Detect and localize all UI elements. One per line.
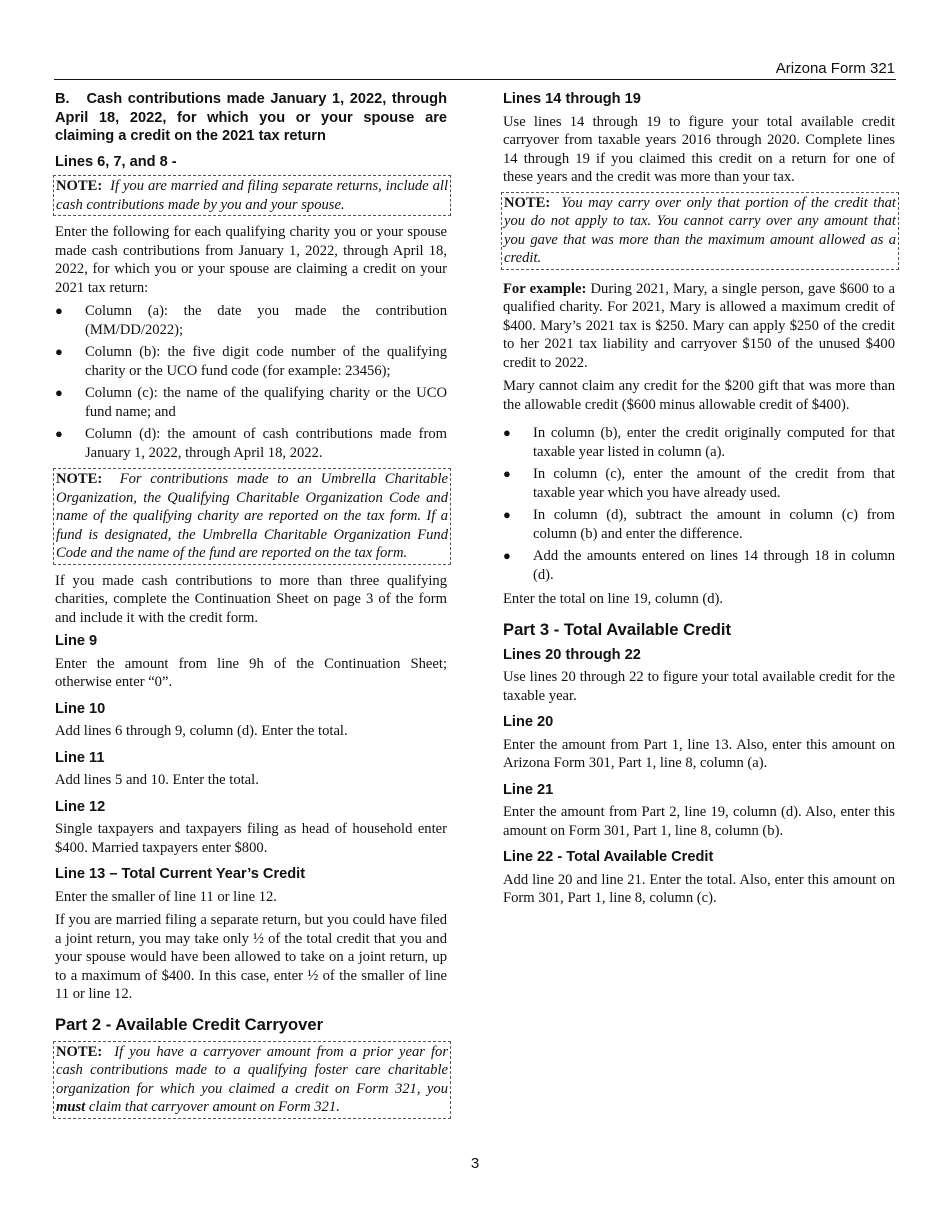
line-10-heading: Line 10 [55, 700, 106, 717]
bullet-icon: ● [503, 507, 511, 522]
line-20-text: Enter the amount from Part 1, line 13. Also, enter this amount on Arizona Form 301, Part 1, line 8, column (a). [503, 736, 895, 771]
lines-6-8-heading: Lines 6, 7, and 8 - [55, 153, 177, 170]
left-column [55, 90, 447, 1126]
note-label: NOTE: [504, 194, 551, 211]
continuation-sheet-text: If you made cash contributions to more than three qualifying charities, complete the Continuation Sheet on page 3 of the form and include it with the credit form. [55, 572, 447, 626]
lines-20-22-heading: Lines 20 through 22 [503, 646, 641, 663]
list-item: ● Column (c): the name of the qualifying charity or the UCO fund name; and [55, 385, 447, 420]
bullet-icon: ● [55, 344, 63, 359]
line-20-heading: Line 20 [503, 714, 554, 730]
note-carry-over-portion [501, 192, 899, 270]
lines-20-22-text: Use lines 20 through 22 to figure your total available credit for the taxable year. [503, 669, 895, 704]
bullet-icon: ● [55, 303, 63, 318]
note-text: You may carry over only that portion of the credit that you do not apply to tax. You cannot carry over any amount that you gave that was more than the maximum amount allowed as a credit. [504, 194, 896, 266]
part-2-heading: Part 2 - Available Credit Carryover [55, 1014, 324, 1034]
line-9-text: Enter the amount from line 9h of the Continuation Sheet; otherwise enter “0”. [55, 655, 447, 690]
line-22-heading: Line 22 - Total Available Credit [503, 849, 714, 865]
note-emphasis: must [56, 1099, 86, 1115]
note-umbrella-organization [53, 468, 451, 565]
list-item: ● Add the amounts entered on lines 14 through 18 in column (d). [503, 548, 895, 583]
form-title: Arizona Form 321 [775, 60, 895, 77]
note-text: If you have a carryover amount from a prior year for cash contributions made to a qualifying foster care charitable organization for which you claimed a credit on Form 321, you [56, 1043, 449, 1097]
note-label: NOTE: [56, 178, 103, 194]
note-carryover [53, 1041, 451, 1119]
bullet-icon: ● [503, 425, 511, 440]
right-column [503, 90, 895, 913]
example-text: During 2021, Mary, a single person, gave $600 to a qualified charity. For 2021, Mary is allowed a maximum credit of $400. Mary’s 2021 tax is $250. Mary can apply $250 of the credit to her 2021 tax liability and carryover $150 of the unused $400 credit to 2022. [503, 280, 895, 371]
column-instructions-list [55, 302, 447, 462]
list-item: ● Column (d): the amount of cash contributions made from January 1, 2022, through April 18, 2022. [55, 426, 447, 461]
section-b-heading: B. Cash contributions made January 1, 2022, through April 18, 2022, for which you or your spouse are claiming a credit on the 2021 tax return [55, 91, 447, 144]
line-10-text: Add lines 6 through 9, column (d). Enter the total. [55, 723, 348, 739]
line-22-text: Add line 20 and line 21. Enter the total. Also, enter this amount on Form 301, Part 1, line 8, column (c). [503, 871, 895, 906]
note-label: NOTE: [56, 1043, 103, 1060]
part-3-heading: Part 3 - Total Available Credit [503, 619, 732, 639]
lines-14-19-heading: Lines 14 through 19 [503, 91, 641, 107]
note-text: claim that carryover amount on Form 321. [88, 1099, 340, 1115]
line-19-total-text: Enter the total on line 19, column (d). [503, 591, 724, 607]
example-label: For example: [503, 280, 587, 297]
list-item: ● In column (c), enter the amount of the credit from that taxable year which you have already used. [503, 466, 895, 501]
list-item: ● Column (b): the five digit code number of the qualifying charity or the UCO fund code (for example: 23456); [55, 344, 447, 379]
line-11-heading: Line 11 [55, 749, 105, 766]
line-21-text: Enter the amount from Part 2, line 19, column (d). Also, enter this amount on Form 301, Part 1, line 8, column (b). [503, 804, 895, 839]
bullet-icon: ● [55, 385, 63, 400]
bullet-icon: ● [503, 466, 511, 481]
note-married-separate [53, 175, 451, 216]
note-label: NOTE: [56, 471, 103, 487]
line-9-heading: Line 9 [55, 633, 98, 649]
lines-6-8-intro: Enter the following for each qualifying charity you or your spouse made cash contributions from January 1, 2022, through April 18, 2022, for which you or your spouse are claiming a credit on your 2021 tax return: [55, 224, 447, 296]
line-12-heading: Line 12 [55, 798, 106, 815]
example-followup: Mary cannot claim any credit for the $200 gift that was more than the allowable credit ($600 minus allowable credit of $400). [503, 378, 895, 413]
line-13-heading: Line 13 – Total Current Year’s Credit [55, 866, 306, 882]
note-text: If you are married and filing separate returns, include all cash contributions made by you and your spouse. [56, 178, 448, 213]
lines-14-19-text: Use lines 14 through 19 to figure your total available credit carryover from taxable years 2016 through 2020. Complete lines 14 through 19 if you claimed this credit on a return for one of these years and the credit was more than your tax. [503, 113, 895, 185]
header-divider [54, 79, 896, 80]
list-item: ● In column (d), subtract the amount in column (c) from column (b) and enter the difference. [503, 507, 895, 542]
line-13-married-text: If you are married filing a separate return, but you could have filed a joint return, you may take only ½ of the total credit that you and your spouse would have been allowed to take on a joint return, up to a maximum of $400. In this case, enter ½ of the smaller of line 11 or line 12. [55, 912, 447, 1002]
note-text: For contributions made to an Umbrella Charitable Organization, the Qualifying Charitable Organization Code and name of the qualifying charity are reported on the tax form. If a fund is designated, the Umbrella Charitable Organization Fund Code and the name of the fund are reported on the tax form. [56, 471, 449, 561]
line-21-heading: Line 21 [503, 781, 554, 798]
page-number: 3 [470, 1155, 480, 1172]
line-11-text: Add lines 5 and 10. Enter the total. [55, 772, 259, 788]
carryover-instructions-list [503, 424, 895, 584]
list-item: ● Column (a): the date you made the contribution (MM/DD/2022); [55, 303, 447, 338]
list-item: ● In column (b), enter the credit originally computed for that taxable year listed in column (a). [503, 425, 895, 460]
line-13-text: Enter the smaller of line 11 or line 12. [55, 888, 277, 905]
bullet-icon: ● [503, 548, 511, 563]
example-paragraph [503, 280, 895, 373]
bullet-icon: ● [55, 426, 63, 441]
line-12-text: Single taxpayers and taxpayers filing as head of household enter $400. Married taxpayers enter $800. [55, 821, 447, 856]
